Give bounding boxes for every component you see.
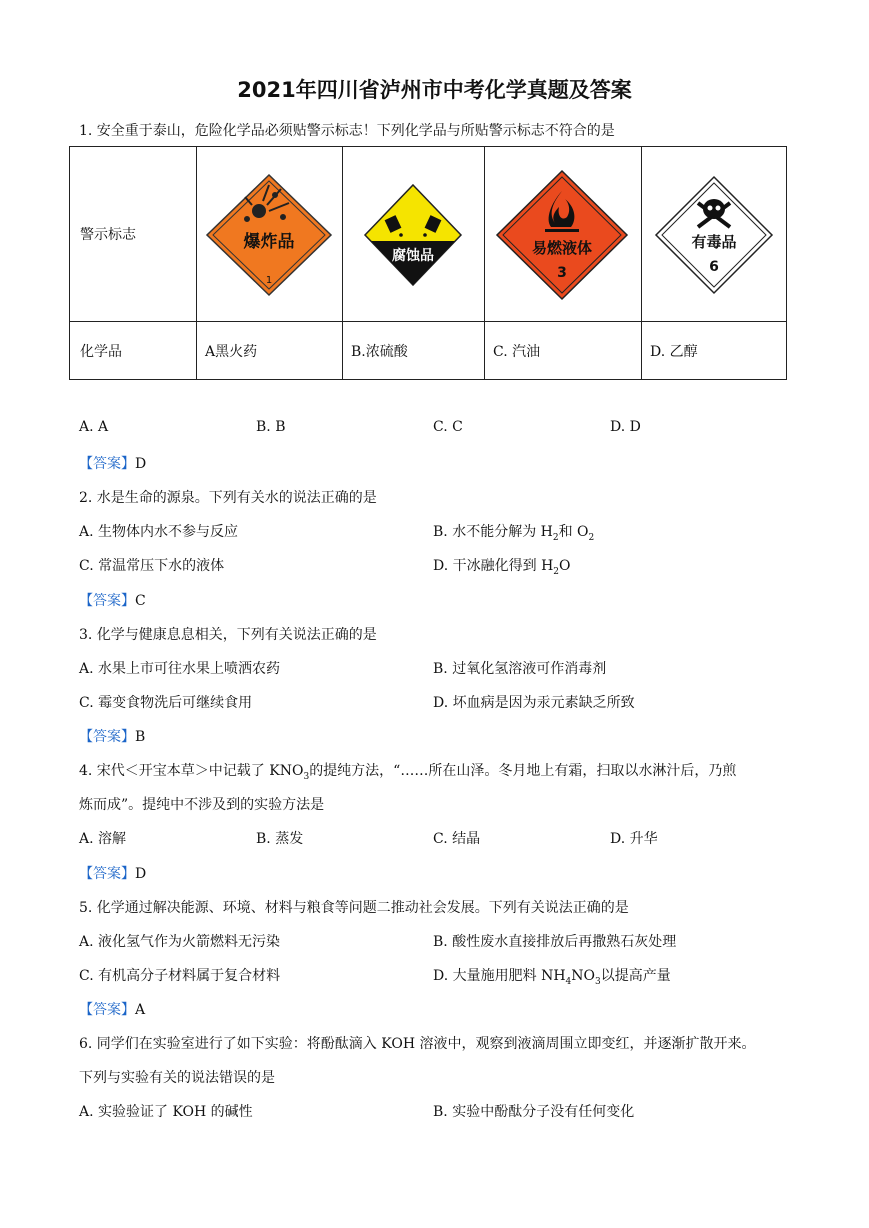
explosive-sign-label: 爆炸品 [243,232,295,252]
chemical-d: D. 乙醇 [642,322,787,380]
question-6-stem-line2: 下列与实验有关的说法错误的是 [79,1070,275,1086]
q3-option-d: D. 坏血病是因为汞元素缺乏所致 [433,695,635,711]
question-2-stem: 2. 水是生命的源泉。下列有关水的说法正确的是 [79,490,377,506]
q5-option-d: D. 大量施用肥料 $NH_4NO_3$以提高产量 [433,968,671,987]
question-4-stem-line1: 4. 宋代＜开宝本草＞中记载了 $KNO_3$的提纯方法，“……所在山泽。冬月地上有霜，扫取以水淋汁后，乃煎 [79,763,737,782]
flammable-sign-label: 易燃液体 [531,239,593,257]
toxic-sign-label: 有毒品 [691,233,737,251]
flammable-sign-icon [485,147,641,317]
q2-option-d: D. 干冰融化得到 $H_2O$ [433,558,571,577]
q1-option-b: B. B [256,419,286,435]
sign-cell-explosive [197,147,343,322]
sign-cell-toxic [642,147,787,322]
question-6-stem-line1: 6. 同学们在实验室进行了如下实验：将酚酞滴入 KOH 溶液中，观察到液滴周围立即变红，并逐渐扩散开来。 [79,1036,756,1052]
q4-option-a: A. 溶解 [79,831,127,847]
q1-answer [79,453,146,473]
q5-option-c: C. 有机高分子材料属于复合材料 [79,968,281,984]
explosive-sign-icon [197,147,342,317]
q2-option-b: B. 水不能分解为 $H_2$和 $O_2$ [433,524,595,543]
q2-option-c: C. 常温常压下水的液体 [79,558,225,574]
answer-label: 【答案】 [79,593,135,609]
q5-answer [79,999,145,1019]
flammable-sign-number: 3 [557,265,567,281]
q2-option-a: A. 生物体内水不参与反应 [79,524,239,540]
answer-value: A [135,1002,146,1018]
q4-answer [79,863,146,883]
hazard-sign-table [69,146,787,380]
q3-option-a: A. 水果上市可往水果上喷洒农药 [79,661,281,677]
table-header-signs: 警示标志 [70,147,197,322]
sign-cell-flammable [485,147,642,322]
answer-label: 【答案】 [79,456,135,472]
q4-option-b: B. 蒸发 [256,831,304,847]
question-1-stem: 1. 安全重于泰山，危险化学品必须贴警示标志！下列化学品与所贴警示标志不符合的是 [79,123,615,139]
explosive-sign-number: 1 [265,275,273,286]
chemical-a: A黑火药 [197,322,343,380]
sign-cell-corrosive [343,147,485,322]
answer-label: 【答案】 [79,729,135,745]
corrosive-sign-label: 腐蚀品 [392,248,434,264]
answer-value: C [135,593,146,609]
toxic-sign-number: 6 [709,259,719,275]
chemical-c: C. 汽油 [485,322,642,380]
toxic-sign-icon [642,147,786,317]
question-5-stem: 5. 化学通过解决能源、环境、材料与粮食等问题二推动社会发展。下列有关说法正确的是 [79,900,629,916]
q2-answer [79,590,146,610]
q6-option-a: A. 实验验证了 KOH 的碱性 [79,1104,253,1120]
q1-option-a: A. A [79,419,109,435]
answer-value: B [135,729,146,745]
question-3-stem: 3. 化学与健康息息相关，下列有关说法正确的是 [79,627,377,643]
q1-option-d: D. D [610,419,641,435]
q4-option-c: C. 结晶 [433,831,481,847]
table-header-chemicals: 化学品 [70,322,197,380]
answer-value: D [135,866,147,882]
answer-value: D [135,456,147,472]
q6-option-b: B. 实验中酚酞分子没有任何变化 [433,1104,635,1120]
answer-label: 【答案】 [79,866,135,882]
corrosive-sign-icon [343,147,484,317]
q3-option-c: C. 霉变食物洗后可继续食用 [79,695,253,711]
q1-option-c: C. C [433,419,463,435]
chemical-b: B.浓硫酸 [343,322,485,380]
answer-label: 【答案】 [79,1002,135,1018]
q5-option-b: B. 酸性废水直接排放后再撒熟石灰处理 [433,934,677,950]
q4-option-d: D. 升华 [610,831,658,847]
q3-option-b: B. 过氧化氢溶液可作消毒剂 [433,661,607,677]
q3-answer [79,726,145,746]
q5-option-a: A. 液化氢气作为火箭燃料无污染 [79,934,281,950]
page-title: 2021年四川省泸州市中考化学真题及答案 [237,78,632,102]
question-4-stem-line2: 炼而成”。提纯中不涉及到的实验方法是 [79,797,325,813]
